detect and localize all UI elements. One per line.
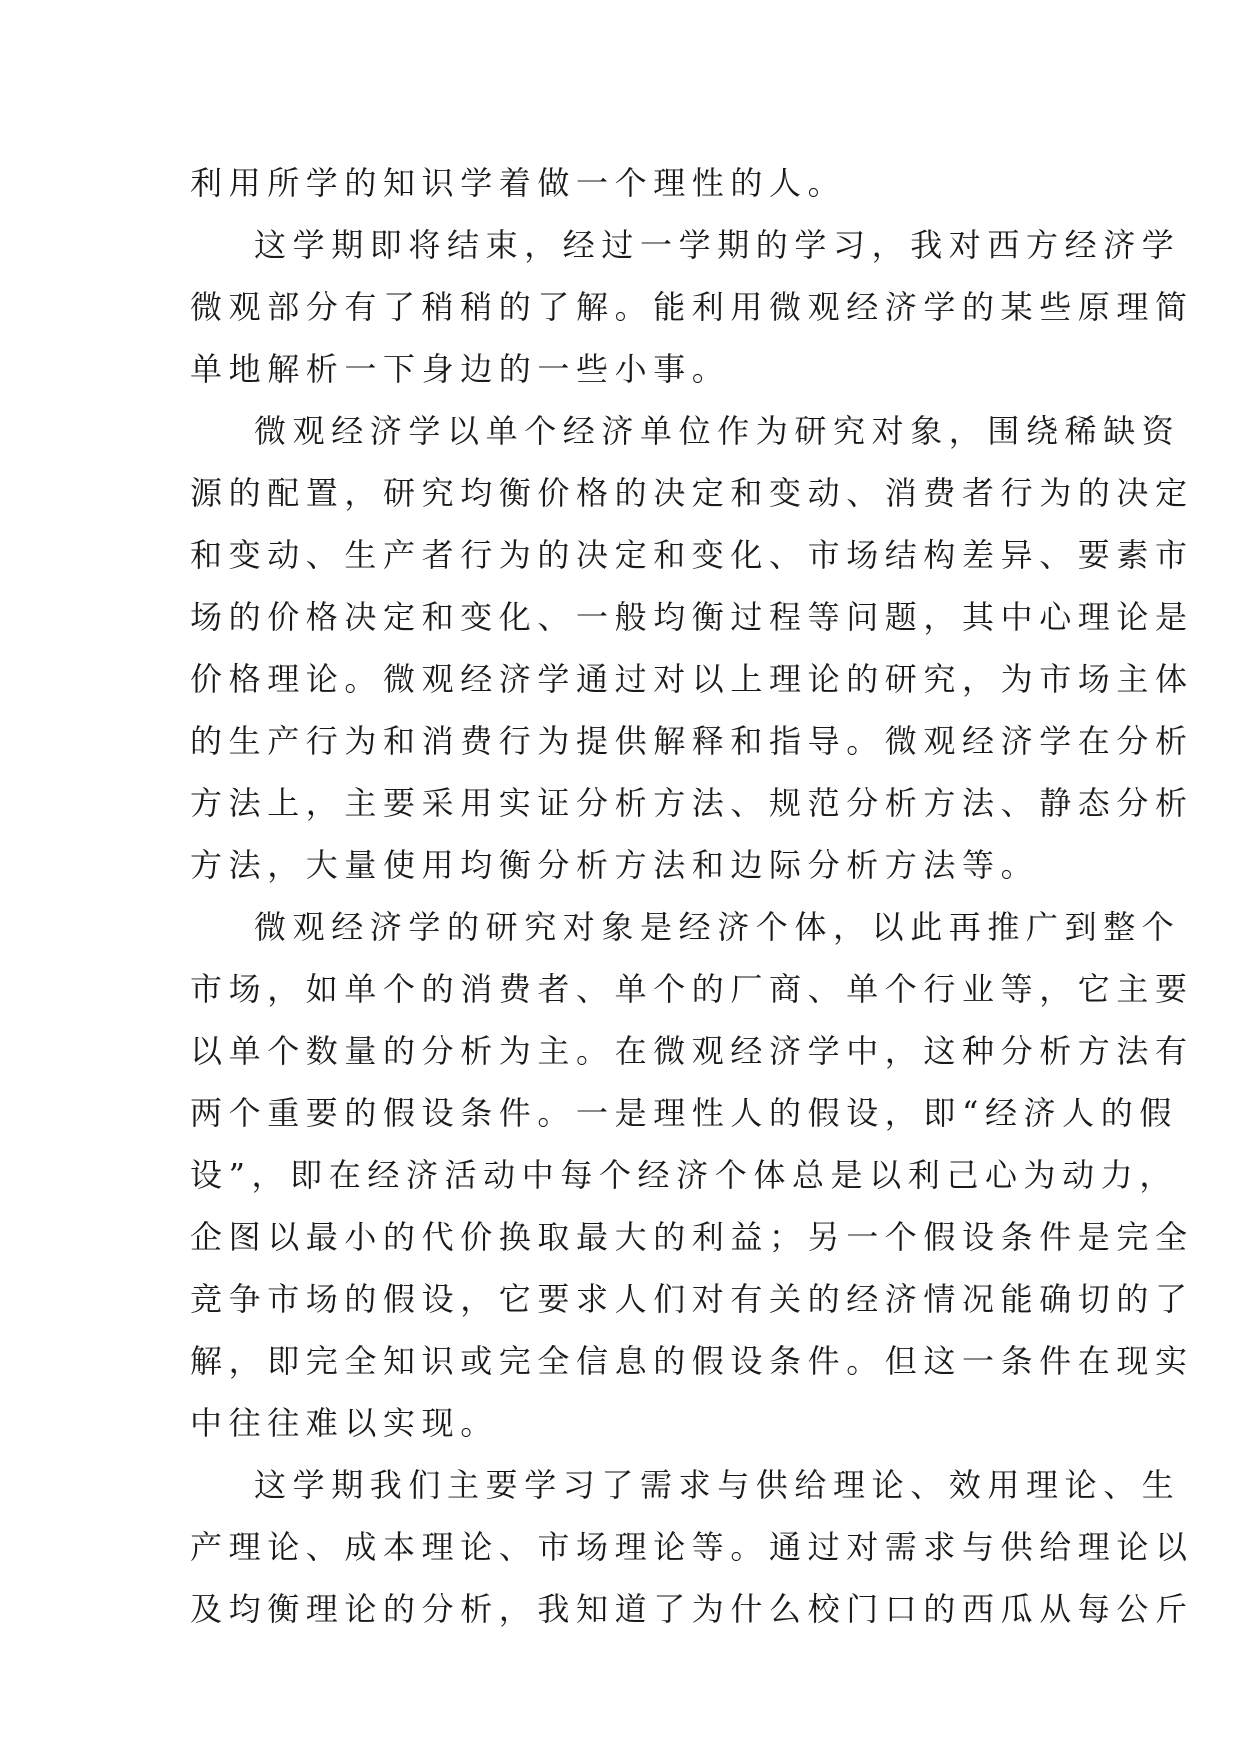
text-line: 方法，大量使用均衡分析方法和边际分析方法等。 <box>190 846 1040 884</box>
text-line: 以单个数量的分析为主。在微观经济学中，这种分析方法有 <box>190 1032 1194 1070</box>
text-line: 和变动、生产者行为的决定和变化、市场结构差异、要素市 <box>190 536 1194 574</box>
text-line: 利用所学的知识学着做一个理性的人。 <box>190 164 847 202</box>
text-line: 竞争市场的假设，它要求人们对有关的经济情况能确切的了 <box>190 1280 1194 1318</box>
paragraph-first-line: 这学期即将结束，经过一学期的学习，我对西方经济学 <box>254 226 1181 264</box>
text-line: 源的配置，研究均衡价格的决定和变动、消费者行为的决定 <box>190 474 1194 512</box>
paragraph-first-line: 这学期我们主要学习了需求与供给理论、效用理论、生 <box>254 1466 1181 1504</box>
text-line: 的生产行为和消费行为提供解释和指导。微观经济学在分析 <box>190 722 1194 760</box>
text-line: 产理论、成本理论、市场理论等。通过对需求与供给理论以 <box>190 1528 1194 1566</box>
body-text <box>190 152 1194 1640</box>
text-line: 中往往难以实现。 <box>190 1404 499 1442</box>
paragraph-first-line: 微观经济学以单个经济单位作为研究对象，围绕稀缺资 <box>254 412 1181 450</box>
text-line: 企图以最小的代价换取最大的利益；另一个假设条件是完全 <box>190 1218 1194 1256</box>
text-line: 单地解析一下身边的一些小事。 <box>190 350 731 388</box>
text-line: 微观部分有了稍稍的了解。能利用微观经济学的某些原理简 <box>190 288 1194 326</box>
text-line: 场的价格决定和变化、一般均衡过程等问题，其中心理论是 <box>190 598 1194 636</box>
text-line: 市场，如单个的消费者、单个的厂商、单个行业等，它主要 <box>190 970 1194 1008</box>
text-line: 及均衡理论的分析，我知道了为什么校门口的西瓜从每公斤 <box>190 1590 1194 1628</box>
text-line: 两个重要的假设条件。一是理性人的假设，即“经济人的假 <box>190 1094 1178 1132</box>
text-line: 方法上，主要采用实证分析方法、规范分析方法、静态分析 <box>190 784 1194 822</box>
text-line: 价格理论。微观经济学通过对以上理论的研究，为市场主体 <box>190 660 1194 698</box>
text-line: 设”，即在经济活动中每个经济个体总是以利己心为动力， <box>190 1156 1178 1194</box>
paragraph-first-line: 微观经济学的研究对象是经济个体，以此再推广到整个 <box>254 908 1181 946</box>
text-line: 解，即完全知识或完全信息的假设条件。但这一条件在现实 <box>190 1342 1194 1380</box>
